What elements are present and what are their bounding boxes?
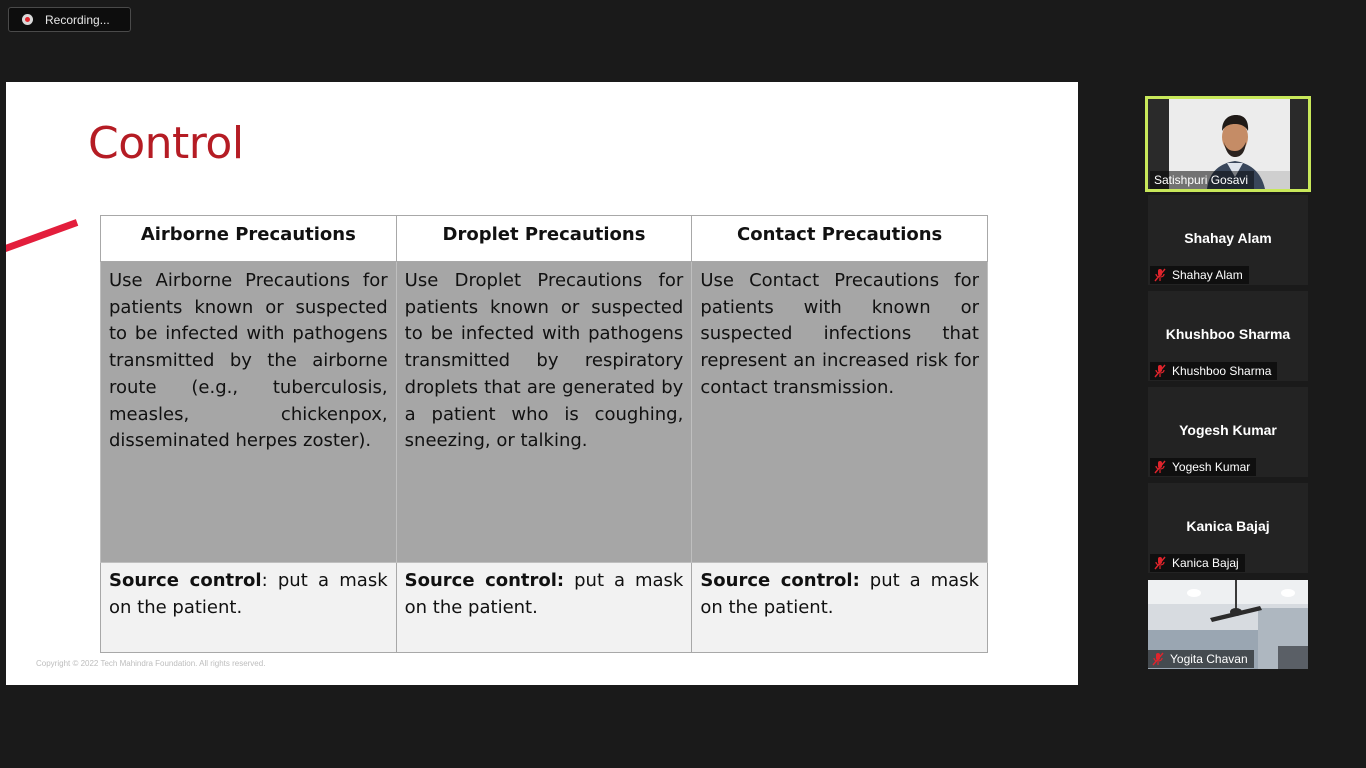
participant-display-name: Shahay Alam xyxy=(1184,230,1272,246)
mic-off-icon xyxy=(1154,364,1166,378)
table-header: Airborne Precautions xyxy=(101,216,397,262)
participant-name: Khushboo Sharma xyxy=(1172,364,1272,378)
participant-name-label xyxy=(1150,554,1245,572)
table-row xyxy=(101,262,988,563)
table-header: Droplet Precautions xyxy=(396,216,692,262)
participant-name-label xyxy=(1150,458,1256,476)
copyright-text: Copyright © 2022 Tech Mahindra Foundation. All rights reserved. xyxy=(36,659,266,668)
participant-name: Satishpuri Gosavi xyxy=(1154,173,1249,187)
participant-display-name: Yogesh Kumar xyxy=(1179,422,1277,438)
participant-name: Yogita Chavan xyxy=(1170,652,1248,666)
participant-tile[interactable] xyxy=(1148,483,1308,573)
table-row xyxy=(101,563,988,653)
participant-name-label xyxy=(1148,650,1254,668)
slide-title: Control xyxy=(88,118,244,169)
table-cell xyxy=(396,563,692,653)
source-control-label: Source control: xyxy=(404,570,565,591)
table-cell xyxy=(101,563,397,653)
table-header-row xyxy=(101,216,988,262)
accent-stroke xyxy=(6,219,78,254)
source-control-text: : put a mask on the patient. xyxy=(109,570,388,618)
table-cell xyxy=(692,563,988,653)
precautions-table xyxy=(100,215,988,653)
participant-tile[interactable] xyxy=(1148,291,1308,381)
participant-display-name: Kanica Bajaj xyxy=(1186,518,1270,534)
shared-screen-slide xyxy=(6,82,1078,685)
participant-tile[interactable] xyxy=(1148,387,1308,477)
table-cell: Use Contact Precautions for patients with known or suspected infections that represent an increased risk for contact transmission. xyxy=(692,262,988,563)
participant-display-name: Khushboo Sharma xyxy=(1165,326,1291,342)
source-control-label: Source control: xyxy=(700,570,860,591)
source-control-text: put a mask on the patient. xyxy=(700,570,979,618)
participant-name: Shahay Alam xyxy=(1172,268,1243,282)
table-cell: Use Droplet Precautions for patients known or suspected to be infected with pathogens transmitted by respiratory droplets that are generated by a patient who is coughing, sneezing, or talking. xyxy=(396,262,692,563)
table-cell: Use Airborne Precautions for patients known or suspected to be infected with pathogens transmitted by the airborne route (e.g., tuberculosis, measles, chickenpox, disseminated herpes zoster). xyxy=(101,262,397,563)
source-control-text: put a mask on the patient. xyxy=(404,570,684,618)
participant-video-active[interactable] xyxy=(1145,96,1311,192)
source-control-label: Source control xyxy=(109,570,262,591)
participant-name: Kanica Bajaj xyxy=(1172,556,1239,570)
participant-tile[interactable] xyxy=(1148,195,1308,285)
participant-name-label xyxy=(1150,171,1254,189)
mic-off-icon xyxy=(1154,268,1166,282)
recording-label: Recording... xyxy=(45,12,110,27)
participant-tile-video[interactable] xyxy=(1148,580,1308,669)
participant-name-label xyxy=(1150,266,1249,284)
mic-off-icon xyxy=(1154,460,1166,474)
recording-dot-icon xyxy=(22,14,33,25)
participant-name: Yogesh Kumar xyxy=(1172,460,1251,474)
recording-indicator[interactable] xyxy=(8,7,131,32)
mic-off-icon xyxy=(1154,556,1166,570)
mic-off-icon xyxy=(1152,652,1164,666)
table-header: Contact Precautions xyxy=(692,216,988,262)
participant-name-label xyxy=(1150,362,1277,380)
